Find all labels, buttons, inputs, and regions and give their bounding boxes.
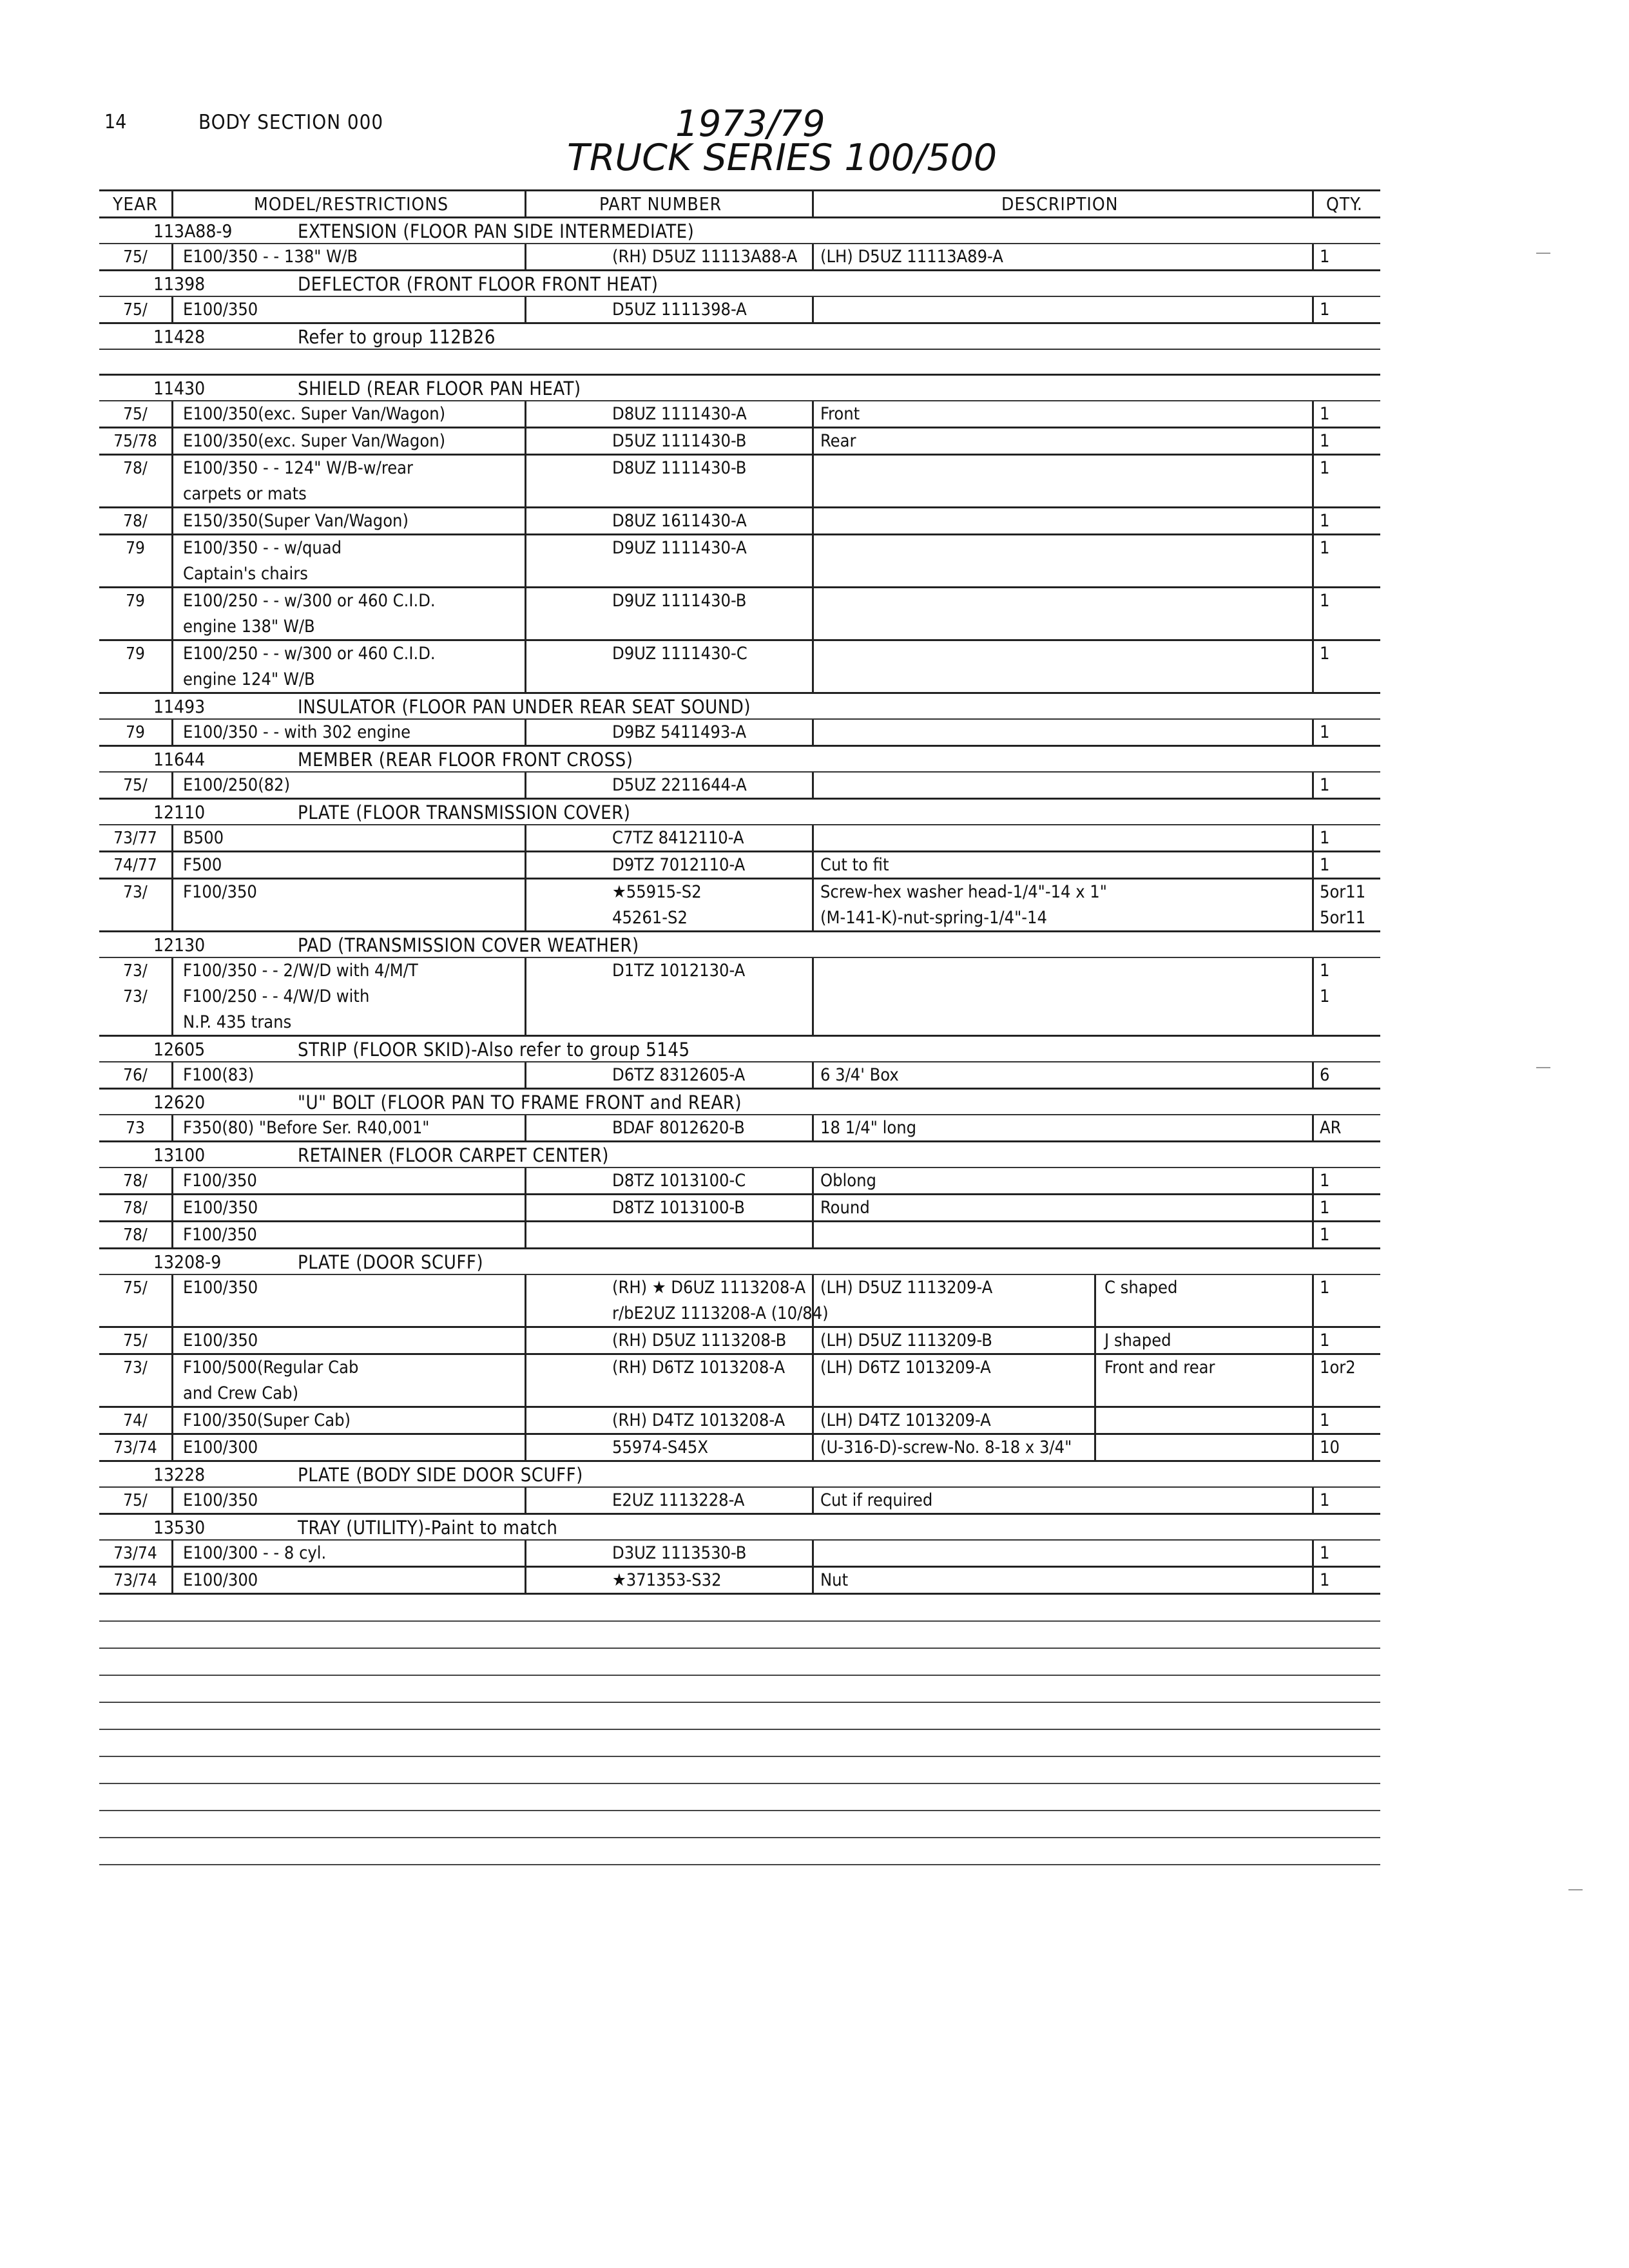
series-title: TRUCK SERIES 100/500	[567, 137, 998, 179]
description-cell	[810, 1115, 1325, 1142]
qty-cell: 1	[1320, 538, 1330, 558]
qty-cell: 1	[1320, 1198, 1330, 1218]
model-years: 1973/79	[675, 103, 825, 145]
group-number: 11428	[153, 326, 206, 347]
qty-cell: 1	[1320, 511, 1330, 531]
group-number: 12620	[153, 1091, 206, 1113]
group-number: 12605	[153, 1039, 206, 1060]
description-cell-line: Oblong	[820, 1171, 876, 1191]
table-row	[99, 1408, 1380, 1435]
part-number-cell-line: D8TZ 1013100-B	[612, 1198, 745, 1218]
qty-cell-value: 1	[1320, 961, 1330, 981]
table-row	[99, 720, 1380, 747]
part-number-cell-line: ★371353-S32	[612, 1570, 722, 1590]
model-cell-line: F100/350	[183, 1225, 257, 1245]
group-heading	[99, 376, 1380, 401]
year-cell: 79	[126, 591, 145, 611]
group-number: 11398	[153, 273, 206, 294]
model-cell-line: E100/250 - - w/300 or 460 C.I.D.	[183, 644, 436, 664]
table-row	[99, 428, 1380, 456]
part-number-cell-line: D6TZ 8312605-A	[612, 1065, 746, 1085]
group-heading	[99, 1142, 1380, 1168]
group-number: 13100	[153, 1144, 206, 1166]
group-number: 11430	[153, 378, 206, 399]
year-cell: 79	[126, 539, 145, 558]
group-heading	[99, 932, 1380, 958]
group-heading	[99, 1037, 1380, 1062]
year-cell: 79	[126, 723, 145, 742]
part-number-cell-line: D9UZ 1111430-B	[612, 591, 747, 611]
description-note: C shaped	[1104, 1278, 1178, 1298]
model-cell-line: Captain's chairs	[183, 564, 308, 584]
table-row	[99, 1168, 1380, 1195]
part-number-cell-line: D5UZ 2211644-A	[612, 775, 747, 795]
table-row	[99, 401, 1380, 428]
qty-cell: 1	[1320, 1225, 1330, 1245]
model-cell-line: E100/250 - - w/300 or 460 C.I.D.	[183, 591, 436, 611]
description-cell-line: Nut	[820, 1570, 849, 1590]
table-row	[99, 641, 1380, 694]
group-number: 13530	[153, 1517, 206, 1538]
blank-ruled-line	[99, 1783, 1380, 1784]
part-number-cell-line: 45261-S2	[612, 908, 688, 928]
description-cell	[810, 1275, 1325, 1328]
qty-cell: AR	[1320, 1118, 1342, 1138]
year-cell: 74/	[123, 1411, 148, 1430]
qty-cell: 1	[1320, 458, 1330, 478]
parts-table	[99, 189, 1380, 1595]
description-cell-line: (LH) D5UZ 11113A89-A	[820, 247, 1003, 267]
model-cell-line: carpets or mats	[183, 484, 307, 504]
description-cell-line: Cut to fit	[820, 855, 889, 875]
model-cell-line: E100/350	[183, 1490, 258, 1510]
qty-cell: 1	[1320, 1570, 1330, 1590]
part-number-cell-line: D9BZ 5411493-A	[612, 722, 747, 742]
description-cell	[810, 244, 1325, 271]
year-cell: 75/	[123, 1278, 148, 1298]
model-cell-line: E100/250(82)	[183, 775, 291, 795]
group-title: PAD (TRANSMISSION COVER WEATHER)	[298, 934, 639, 956]
group-title: PLATE (DOOR SCUFF)	[298, 1251, 484, 1273]
description-cell	[810, 428, 1325, 456]
part-number-cell-line: E2UZ 1113228-A	[612, 1490, 745, 1510]
description-cell	[810, 958, 1325, 1037]
group-heading	[99, 800, 1380, 825]
description-cell	[810, 1488, 1325, 1515]
part-number-cell-line: C7TZ 8412110-A	[612, 828, 744, 848]
year-cell: 73/74	[113, 1544, 157, 1563]
margin-mark	[1536, 1067, 1550, 1068]
part-number-cell-line: (RH) D4TZ 1013208-A	[612, 1410, 786, 1430]
year-cell: 73	[126, 1119, 145, 1138]
qty-cell: 1	[1320, 644, 1330, 664]
table-row	[99, 588, 1380, 641]
group-number: 12130	[153, 934, 206, 956]
model-cell-line: B500	[183, 828, 224, 848]
group-title: EXTENSION (FLOOR PAN SIDE INTERMEDIATE)	[298, 220, 695, 242]
model-cell-line: E100/300 - - 8 cyl.	[183, 1543, 327, 1563]
group-heading	[99, 1090, 1380, 1115]
part-number-cell-line: (RH) ★ D6UZ 1113208-A	[612, 1278, 806, 1298]
year-cell: 78/	[123, 512, 148, 531]
page-number: 14	[104, 111, 127, 133]
qty-cell: 1	[1320, 855, 1330, 875]
table-row	[99, 1062, 1380, 1090]
description-cell	[810, 535, 1325, 588]
qty-cell: 1	[1320, 404, 1330, 424]
model-cell-line: F100/250 - - 4/W/D with	[183, 986, 370, 1006]
part-number-cell-line: D5UZ 1111398-A	[612, 300, 747, 320]
group-number: 113A88-9	[153, 220, 233, 242]
part-number-cell-line: (RH) D5UZ 11113A88-A	[612, 247, 798, 267]
table-row	[99, 456, 1380, 508]
part-number-cell-line: BDAF 8012620-B	[612, 1118, 745, 1138]
description-note: Front and rear	[1104, 1358, 1215, 1378]
qty-cell: 1	[1320, 1543, 1330, 1563]
group-heading	[99, 694, 1380, 720]
description-cell	[810, 1195, 1325, 1222]
part-number-cell-line: ★55915-S2	[612, 882, 702, 902]
model-cell-line: E100/350 - - 124" W/B-w/rear	[183, 458, 414, 478]
description-cell	[810, 1408, 1325, 1435]
table-row	[99, 825, 1380, 852]
part-number-cell-line: D1TZ 1012130-A	[612, 961, 746, 981]
description-cell	[810, 825, 1325, 852]
part-number-cell-line: 55974-S45X	[612, 1437, 708, 1457]
group-title: PLATE (FLOOR TRANSMISSION COVER)	[298, 802, 631, 823]
qty-cell: 1	[1320, 300, 1330, 320]
part-number-cell-line: r/bE2UZ 1113208-A (10/84)	[612, 1303, 829, 1323]
model-cell-line: E100/350(exc. Super Van/Wagon)	[183, 431, 446, 451]
description-cell	[810, 1355, 1325, 1408]
description-cell-line: (LH) D6TZ 1013209-A	[820, 1358, 991, 1378]
blank-ruled-line	[99, 1702, 1380, 1703]
model-cell-line: F100/350	[183, 1171, 257, 1191]
part-number-cell-line: D8UZ 1611430-A	[612, 511, 747, 531]
part-number-cell-line: (RH) D6TZ 1013208-A	[612, 1358, 786, 1378]
part-number-cell-line: D5UZ 1111430-B	[612, 431, 747, 451]
blank-ruled-line	[99, 1729, 1380, 1730]
qty-cell: 1	[1320, 1278, 1330, 1298]
description-cell	[810, 1435, 1325, 1462]
group-title: "U" BOLT (FLOOR PAN TO FRAME FRONT and REAR)	[298, 1091, 742, 1113]
group-title: RETAINER (FLOOR CARPET CENTER)	[298, 1144, 609, 1166]
part-number-cell-line: D8UZ 1111430-A	[612, 404, 747, 424]
model-cell-line: F100/350	[183, 882, 257, 902]
description-cell	[810, 879, 1325, 932]
model-cell-line: F100(83)	[183, 1065, 255, 1085]
table-row	[99, 958, 1380, 1037]
margin-mark	[1536, 253, 1550, 254]
table-row	[99, 244, 1380, 271]
description-cell-line: (LH) D5UZ 1113209-A	[820, 1278, 993, 1298]
description-cell	[810, 720, 1325, 747]
description-cell	[810, 852, 1325, 879]
year-cell: 75/	[123, 1331, 148, 1350]
table-row	[99, 1275, 1380, 1328]
description-cell-line: (LH) D4TZ 1013209-A	[820, 1410, 991, 1430]
group-heading	[99, 218, 1380, 244]
model-cell-line: E100/350	[183, 1278, 258, 1298]
description-cell	[810, 1568, 1325, 1595]
group-title: PLATE (BODY SIDE DOOR SCUFF)	[298, 1464, 583, 1486]
year-cell	[99, 958, 171, 1037]
year-cell: 74/77	[113, 856, 157, 875]
group-title: MEMBER (REAR FLOOR FRONT CROSS)	[298, 749, 633, 771]
year-cell: 73/74	[113, 1438, 157, 1457]
description-cell-line: 6 3/4' Box	[820, 1065, 899, 1085]
column-header-qty: QTY.	[1326, 193, 1363, 215]
model-cell-line: E100/350 - - with 302 engine	[183, 722, 411, 742]
group-heading	[99, 1462, 1380, 1488]
description-cell	[810, 1222, 1325, 1249]
table-row	[99, 773, 1380, 800]
group-title: SHIELD (REAR FLOOR PAN HEAT)	[298, 378, 581, 399]
model-cell-line: N.P. 435 trans	[183, 1012, 292, 1032]
table-row	[99, 1435, 1380, 1462]
column-header-model: MODEL/RESTRICTIONS	[254, 193, 449, 215]
model-cell-line: E100/350(exc. Super Van/Wagon)	[183, 404, 446, 424]
model-cell-line: E100/350	[183, 300, 258, 320]
description-cell-line: Round	[820, 1198, 870, 1218]
group-heading	[99, 271, 1380, 297]
table-row	[99, 852, 1380, 879]
group-title: TRAY (UTILITY)-Paint to match	[298, 1517, 558, 1539]
description-cell-line: Cut if required	[820, 1490, 933, 1510]
year-cell-value: 73/	[123, 961, 148, 981]
year-cell: 79	[126, 644, 145, 664]
description-cell	[810, 773, 1325, 800]
part-number-cell-line: (RH) D5UZ 1113208-B	[612, 1331, 787, 1350]
qty-cell-value: 5or11	[1320, 908, 1366, 928]
model-cell-line: E100/350 - - 138" W/B	[183, 247, 358, 267]
model-cell-line: E100/350	[183, 1198, 258, 1218]
group-number: 12110	[153, 802, 206, 823]
group-title: DEFLECTOR (FRONT FLOOR FRONT HEAT)	[298, 273, 659, 295]
part-number-cell-line: D8UZ 1111430-B	[612, 458, 747, 478]
year-cell-value: 73/	[123, 987, 148, 1006]
description-cell	[810, 588, 1325, 641]
table-row	[99, 508, 1380, 535]
description-cell	[810, 508, 1325, 535]
table-row	[99, 879, 1380, 932]
description-cell	[810, 641, 1325, 694]
part-number-cell-line: D9TZ 7012110-A	[612, 855, 746, 875]
year-cell: 73/	[123, 1358, 148, 1378]
year-cell: 75/	[123, 776, 148, 795]
table-row	[99, 1568, 1380, 1595]
qty-cell: 1	[1320, 1410, 1330, 1430]
model-cell-line: E100/350 - - w/quad	[183, 538, 342, 558]
table-row	[99, 1355, 1380, 1408]
model-cell-line: F100/500(Regular Cab	[183, 1358, 359, 1378]
part-number-cell-line: D9UZ 1111430-C	[612, 644, 747, 664]
year-cell: 78/	[123, 459, 148, 478]
blank-ruled-line	[99, 1810, 1380, 1811]
description-cell	[810, 401, 1325, 428]
description-cell-line: Front	[820, 404, 860, 424]
blank-ruled-line	[99, 1675, 1380, 1676]
group-title: Refer to group 112B26	[298, 326, 496, 348]
group-number: 13228	[153, 1464, 206, 1485]
description-cell-line: (M-141-K)-nut-spring-1/4"-14	[820, 908, 1047, 928]
qty-cell: 1	[1320, 591, 1330, 611]
description-cell	[810, 297, 1325, 324]
column-header-part: PART NUMBER	[599, 193, 722, 215]
model-cell-line: E100/350	[183, 1331, 258, 1350]
qty-cell: 6	[1320, 1065, 1330, 1085]
table-row	[99, 1488, 1380, 1515]
table-row	[99, 1541, 1380, 1568]
qty-cell: 1	[1320, 775, 1330, 795]
qty-cell: 10	[1320, 1437, 1340, 1457]
description-cell-line: (LH) D5UZ 1113209-B	[820, 1331, 992, 1350]
group-title: INSULATOR (FLOOR PAN UNDER REAR SEAT SOUND)	[298, 696, 751, 718]
year-cell: 78/	[123, 1198, 148, 1218]
description-cell-line: Rear	[820, 431, 856, 451]
qty-cell-value: 5or11	[1320, 882, 1366, 902]
table-row	[99, 1222, 1380, 1249]
description-cell	[810, 456, 1325, 508]
blank-ruled-line	[99, 1756, 1380, 1757]
description-cell	[810, 1168, 1325, 1195]
description-cell	[810, 1541, 1325, 1568]
qty-cell-value: 1	[1320, 986, 1330, 1006]
margin-mark	[1568, 1889, 1583, 1890]
blank-ruled-line	[99, 1864, 1380, 1865]
year-cell: 73/74	[113, 1571, 157, 1590]
group-heading	[99, 747, 1380, 773]
year-cell: 78/	[123, 1225, 148, 1245]
model-cell-line: E100/300	[183, 1437, 258, 1457]
part-number-cell-line: D9UZ 1111430-A	[612, 538, 747, 558]
year-cell: 75/	[123, 247, 148, 267]
year-cell: 73/	[123, 883, 148, 902]
description-cell-line: 18 1/4" long	[820, 1118, 917, 1138]
part-number-cell-line: D3UZ 1113530-B	[612, 1543, 747, 1563]
qty-cell	[1311, 958, 1380, 1037]
blank-ruled-line	[99, 1837, 1380, 1838]
group-number: 11493	[153, 696, 206, 717]
year-cell: 78/	[123, 1171, 148, 1191]
table-row	[99, 297, 1380, 324]
year-cell: 73/77	[113, 829, 157, 848]
table-row	[99, 1328, 1380, 1355]
blank-ruled-line	[99, 1620, 1380, 1622]
qty-cell	[1311, 879, 1380, 932]
description-cell-line: (U-316-D)-screw-No. 8-18 x 3/4"	[820, 1437, 1072, 1457]
table-row	[99, 535, 1380, 588]
qty-cell: 1	[1320, 828, 1330, 848]
group-heading	[99, 1249, 1380, 1275]
table-row	[99, 1115, 1380, 1142]
group-heading	[99, 324, 1380, 350]
qty-cell: 1	[1320, 1490, 1330, 1510]
qty-cell: 1	[1320, 722, 1330, 742]
column-header-year: YEAR	[112, 193, 159, 215]
model-cell-line: F100/350 - - 2/W/D with 4/M/T	[183, 961, 418, 981]
model-cell-line: F500	[183, 855, 222, 875]
part-number-cell-line: D8TZ 1013100-C	[612, 1171, 746, 1191]
description-note: J shaped	[1104, 1331, 1171, 1350]
year-cell: 75/	[123, 1491, 148, 1510]
group-heading	[99, 1515, 1380, 1541]
model-cell-line: engine 124" W/B	[183, 669, 315, 689]
group-number: 13208-9	[153, 1251, 222, 1273]
qty-cell: 1	[1320, 1171, 1330, 1191]
blank-ruled-line	[99, 1648, 1380, 1649]
year-cell: 76/	[123, 1066, 148, 1085]
model-cell-line: E150/350(Super Van/Wagon)	[183, 511, 409, 531]
spacer-row	[99, 350, 1380, 376]
section-title: BODY SECTION 000	[198, 111, 384, 134]
year-cell: 75/78	[113, 432, 157, 451]
qty-cell: 1	[1320, 1331, 1330, 1350]
description-cell-line: Screw-hex washer head-1/4"-14 x 1"	[820, 882, 1107, 902]
column-header-description: DESCRIPTION	[1001, 193, 1119, 215]
model-cell-line: and Crew Cab)	[183, 1383, 299, 1403]
table-header	[99, 189, 1380, 218]
year-cell: 75/	[123, 405, 148, 424]
group-number: 11644	[153, 749, 206, 770]
description-cell	[810, 1328, 1325, 1355]
model-cell-line: engine 138" W/B	[183, 617, 315, 637]
model-cell-line: F100/350(Super Cab)	[183, 1410, 351, 1430]
model-cell-line: E100/300	[183, 1570, 258, 1590]
qty-cell: 1	[1320, 247, 1330, 267]
description-cell	[810, 1062, 1325, 1090]
qty-cell: 1or2	[1320, 1358, 1356, 1378]
group-title: STRIP (FLOOR SKID)-Also refer to group 5145	[298, 1039, 690, 1061]
year-cell: 75/	[123, 300, 148, 320]
qty-cell: 1	[1320, 431, 1330, 451]
model-cell-line: F350(80) "Before Ser. R40,001"	[183, 1118, 430, 1138]
table-row	[99, 1195, 1380, 1222]
